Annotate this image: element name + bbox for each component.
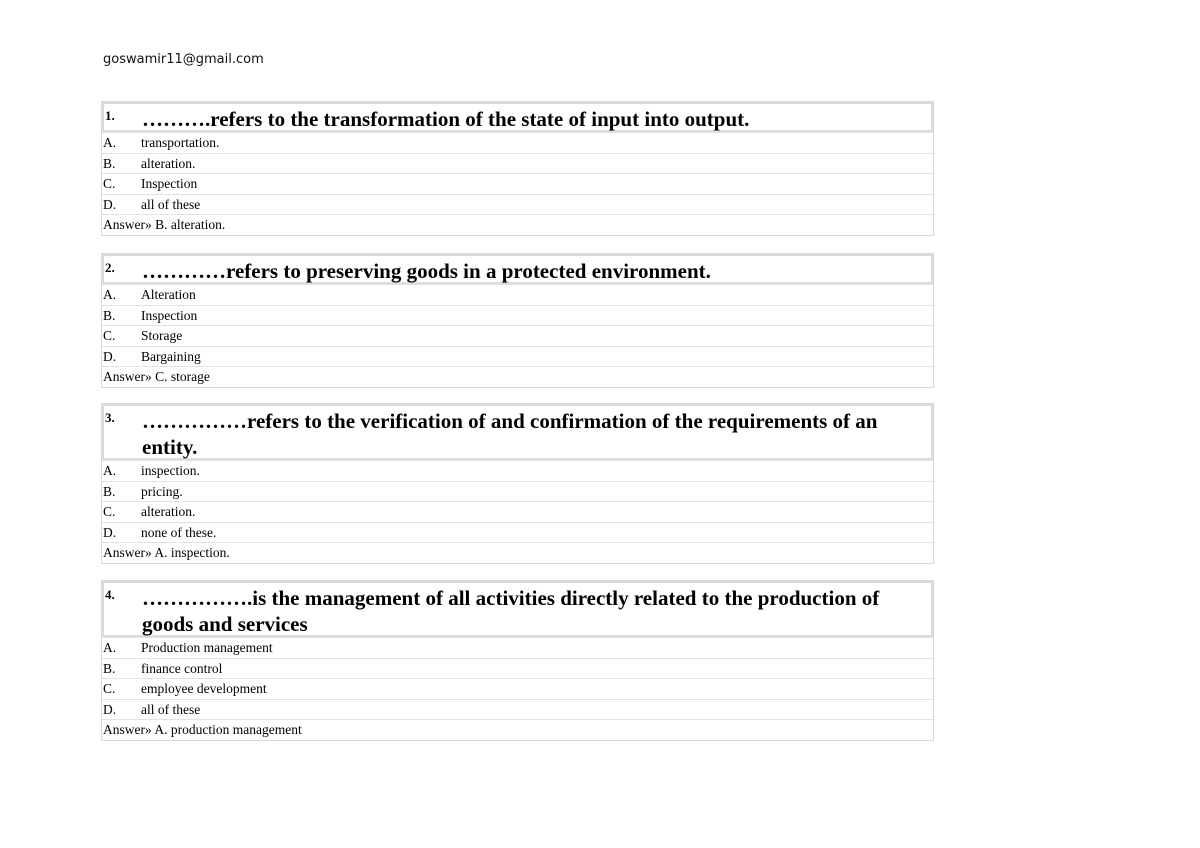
option-text: Inspection bbox=[141, 176, 198, 191]
question-text: …………refers to preserving goods in a protected environment. bbox=[142, 259, 711, 283]
answer-row: Answer» A. inspection. bbox=[102, 542, 933, 563]
question-number: 2. bbox=[105, 260, 115, 275]
option-row bbox=[102, 522, 933, 543]
option-text: alteration. bbox=[141, 155, 196, 171]
option-letter: A. bbox=[103, 463, 117, 478]
option-text: Storage bbox=[141, 328, 183, 343]
option-text: all of these bbox=[141, 196, 201, 212]
question-text: …………….is the management of all activities directly related to the production of goods and services bbox=[142, 586, 880, 636]
answer-row: Answer» C. storage bbox=[102, 366, 933, 387]
option-row bbox=[102, 678, 933, 699]
header-email: goswamir11@gmail.com bbox=[103, 52, 264, 67]
option-text: Inspection bbox=[141, 307, 198, 323]
option-text: Bargaining bbox=[141, 348, 201, 364]
option-text: pricing. bbox=[141, 483, 183, 499]
option-letter: D. bbox=[103, 348, 117, 364]
question-header bbox=[102, 102, 933, 132]
option-text: employee development bbox=[141, 681, 267, 696]
option-text: alteration. bbox=[141, 504, 196, 519]
option-row bbox=[102, 460, 933, 481]
option-letter: B. bbox=[103, 307, 116, 323]
option-letter: A. bbox=[103, 640, 117, 655]
option-text: Alteration bbox=[141, 287, 196, 302]
option-row bbox=[102, 637, 933, 658]
option-text: inspection. bbox=[141, 463, 200, 478]
option-letter: D. bbox=[103, 524, 117, 540]
option-row bbox=[102, 173, 933, 194]
question-block-2 bbox=[101, 253, 934, 388]
option-row bbox=[102, 346, 933, 367]
answer-row: Answer» B. alteration. bbox=[102, 214, 933, 235]
option-row bbox=[102, 481, 933, 502]
question-number: 4. bbox=[105, 587, 115, 602]
question-block-3 bbox=[101, 403, 934, 564]
option-row bbox=[102, 153, 933, 174]
option-row bbox=[102, 305, 933, 326]
option-row bbox=[102, 501, 933, 522]
option-letter: A. bbox=[103, 135, 117, 150]
option-letter: C. bbox=[103, 176, 116, 191]
option-text: Production management bbox=[141, 640, 273, 655]
option-text: none of these. bbox=[141, 524, 217, 540]
option-row bbox=[102, 132, 933, 153]
question-block-4 bbox=[101, 580, 934, 741]
option-text: finance control bbox=[141, 660, 223, 676]
option-row bbox=[102, 699, 933, 720]
answer-row: Answer» A. production management bbox=[102, 719, 933, 740]
option-letter: C. bbox=[103, 681, 116, 696]
question-number: 3. bbox=[105, 410, 115, 425]
option-letter: B. bbox=[103, 483, 116, 499]
option-row bbox=[102, 284, 933, 305]
question-header bbox=[102, 581, 933, 637]
option-letter: C. bbox=[103, 504, 116, 519]
question-header bbox=[102, 254, 933, 284]
option-text: all of these bbox=[141, 701, 201, 717]
question-header bbox=[102, 404, 933, 460]
option-letter: B. bbox=[103, 155, 116, 171]
option-row bbox=[102, 658, 933, 679]
option-letter: A. bbox=[103, 287, 117, 302]
option-row bbox=[102, 194, 933, 215]
question-number: 1. bbox=[105, 108, 115, 123]
question-block-1 bbox=[101, 101, 934, 236]
option-row bbox=[102, 325, 933, 346]
option-letter: B. bbox=[103, 660, 116, 676]
question-text: ……….refers to the transformation of the state of input into output. bbox=[142, 107, 750, 131]
option-text: transportation. bbox=[141, 135, 220, 150]
question-text: ……………refers to the verification of and confirmation of the requirements of an entity. bbox=[142, 409, 878, 459]
option-letter: D. bbox=[103, 196, 117, 212]
option-letter: C. bbox=[103, 328, 116, 343]
option-letter: D. bbox=[103, 701, 117, 717]
